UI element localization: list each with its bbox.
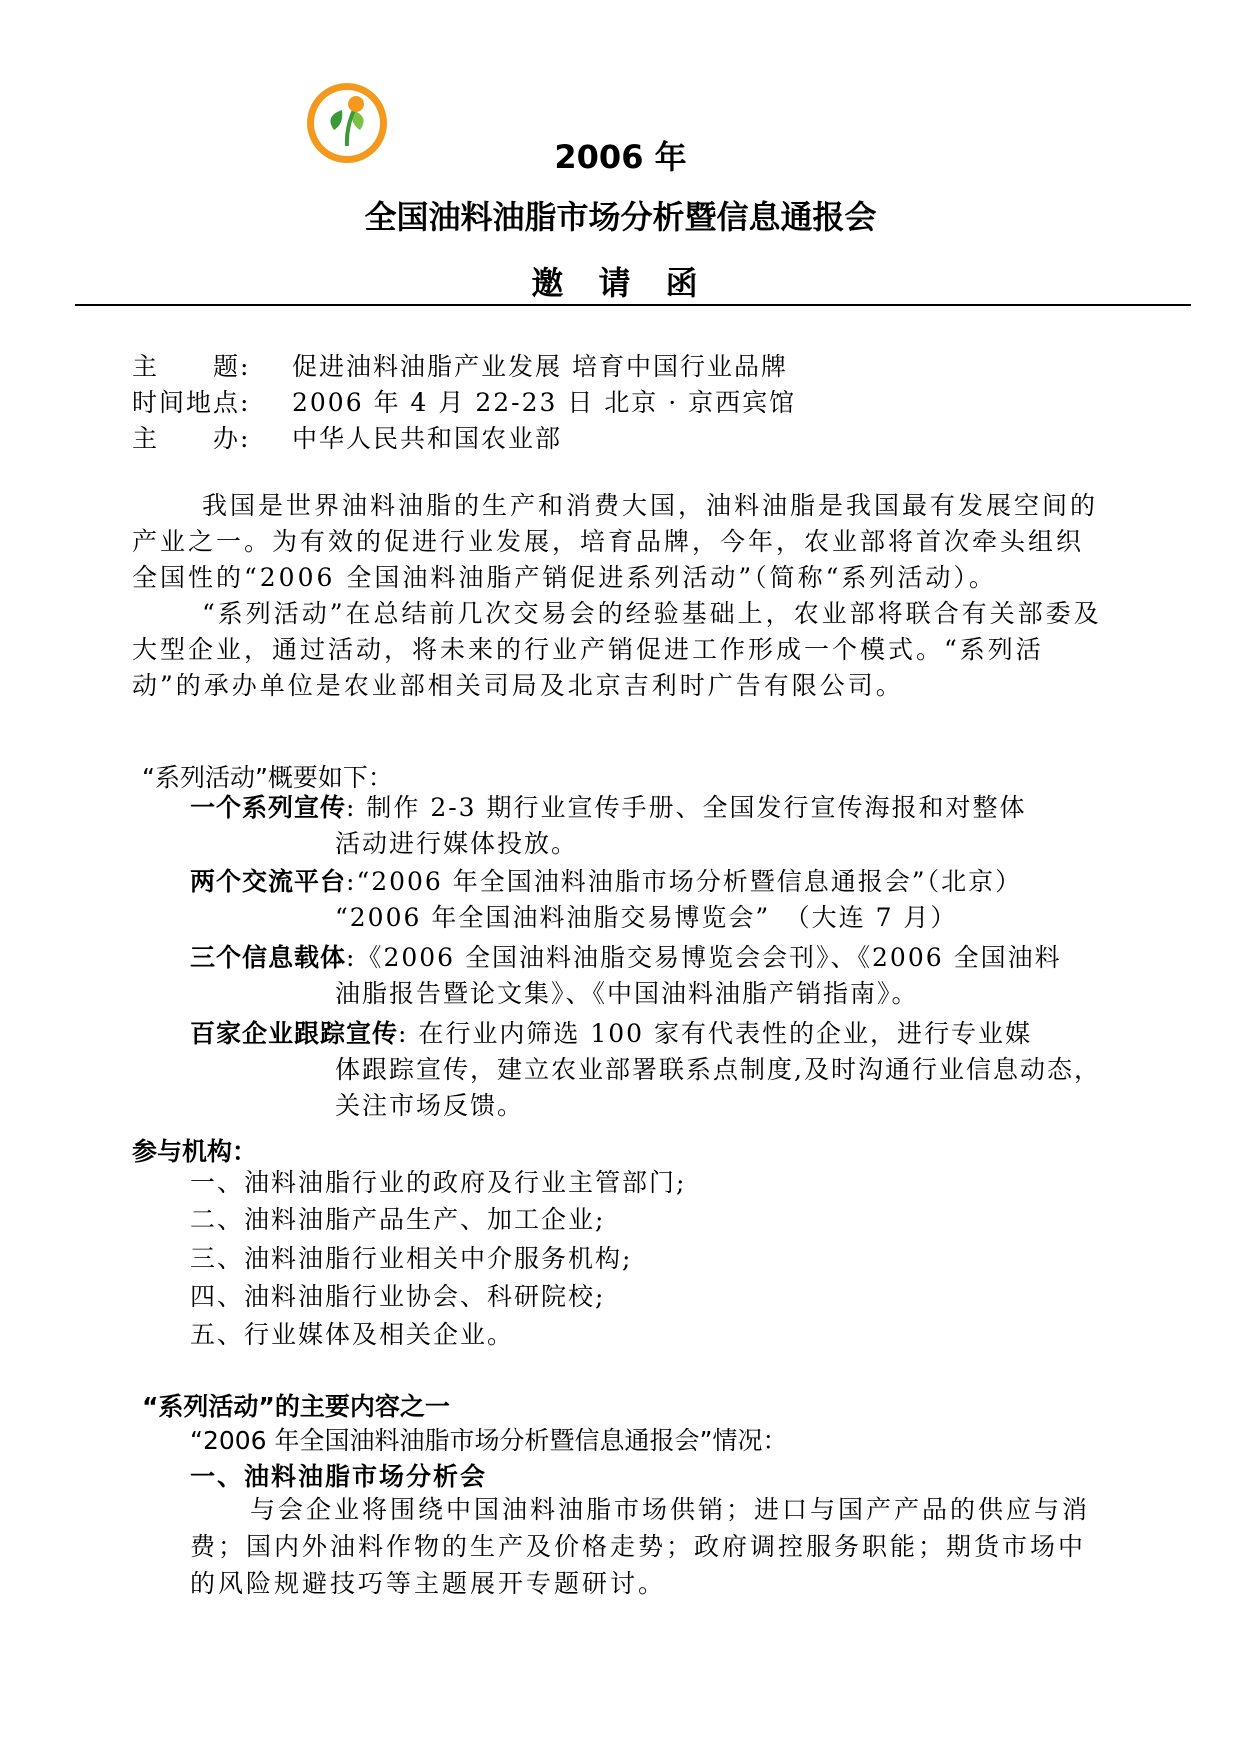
participant-item: 四、油料油脂行业协会、科研院校; [190, 1282, 606, 1311]
summary-item-line2: 油脂报告暨论文集》、《中国油料油脂产销指南》。 [335, 979, 919, 1008]
summary-item-label: 两个交流平台 [190, 867, 347, 896]
main-content-subheading: “2006 年全国油料油脂市场分析暨信息通报会”情况： [190, 1426, 788, 1455]
summary-item-label: 三个信息载体 [190, 943, 347, 972]
meta-host [132, 419, 562, 455]
meta-time-location [132, 383, 796, 419]
summary-item-line1: : 制作 2-3 期行业宣传手册、全国发行宣传海报和对整体 [346, 793, 1027, 822]
meta-time-value: 2006 年 4 月 22-23 日 北京 · 京西宾馆 [292, 388, 797, 417]
title-year: 2006 年 [554, 138, 687, 176]
participant-item: 一、油料油脂行业的政府及行业主管部门; [190, 1168, 687, 1197]
meta-time-label: 时间地点: [132, 388, 251, 417]
summary-item-line2: “2006 年全国油料油脂交易博览会” （大连 7 月） [335, 903, 958, 932]
meta-theme-label: 主 题: [132, 352, 251, 381]
intro-paragraph-2: “系列活动”在总结前几次交易会的经验基础上，农业部将联合有关部委及大型企业，通过活动，将未来的行业产销促进工作形成一个模式。“系列活动”的承办单位是农业部相关司局及北京吉利时广告有限公司。 [132, 599, 1102, 700]
summary-item-label: 百家企业跟踪宣传 [190, 1019, 399, 1048]
summary-item [190, 790, 1105, 862]
summary-item-line2: 活动进行媒体投放。 [335, 829, 579, 858]
meta-host-value: 中华人民共和国农业部 [292, 424, 563, 453]
summary-item-line1: :《2006 全国油料油脂交易博览会会刊》、《2006 全国油料 [346, 943, 1062, 972]
summary-heading: “系列活动”概要如下： [142, 763, 393, 792]
title-divider [75, 304, 1191, 306]
summary-item [190, 940, 1105, 1012]
main-content-heading: “系列活动”的主要内容之一 [142, 1392, 450, 1421]
summary-item [190, 864, 1105, 936]
participant-item: 五、行业媒体及相关企业。 [190, 1320, 515, 1349]
summary-item-line1: :“2006 年全国油料油脂市场分析暨信息通报会”（北京） [346, 867, 1023, 896]
participants-heading: 参与机构： [132, 1137, 258, 1166]
summary-item-label: 一个系列宣传 [190, 793, 347, 822]
title-document-type: 邀 请 函 [531, 264, 710, 302]
summary-item [190, 1016, 1105, 1124]
meta-theme [132, 347, 788, 383]
section-1-title: 一、油料油脂市场分析会 [190, 1462, 488, 1491]
participant-item: 三、油料油脂行业相关中介服务机构; [190, 1244, 633, 1273]
summary-item-line2: 体跟踪宣传，建立农业部署联系点制度,及时沟通行业信息动态，关注市场反馈。 [335, 1055, 1101, 1120]
participant-item: 二、油料油脂产品生产、加工企业; [190, 1205, 606, 1234]
section-1-text: 与会企业将围绕中国油料油脂市场供销；进口与国产产品的供应与消费；国内外油料作物的生产及价格走势；政府调控服务职能；期货市场中的风险规避技巧等主题展开专题研讨。 [190, 1495, 1091, 1598]
meta-theme-value: 促进油料油脂产业发展 培育中国行业品牌 [292, 352, 788, 381]
intro-paragraph-1: 我国是世界油料油脂的生产和消费大国，油料油脂是我国最有发展空间的产业之一。为有效的促进行业发展，培育品牌，今年，农业部将首次牵头组织全国性的“2006 全国油料油脂产销促进系列活动”（简称“系列活动）。 [132, 491, 1099, 592]
title-main: 全国油料油脂市场分析暨信息通报会 [364, 198, 877, 236]
meta-host-label: 主 办: [132, 424, 251, 453]
summary-item-line1: : 在行业内筛选 100 家有代表性的企业，进行专业媒 [398, 1019, 1032, 1048]
